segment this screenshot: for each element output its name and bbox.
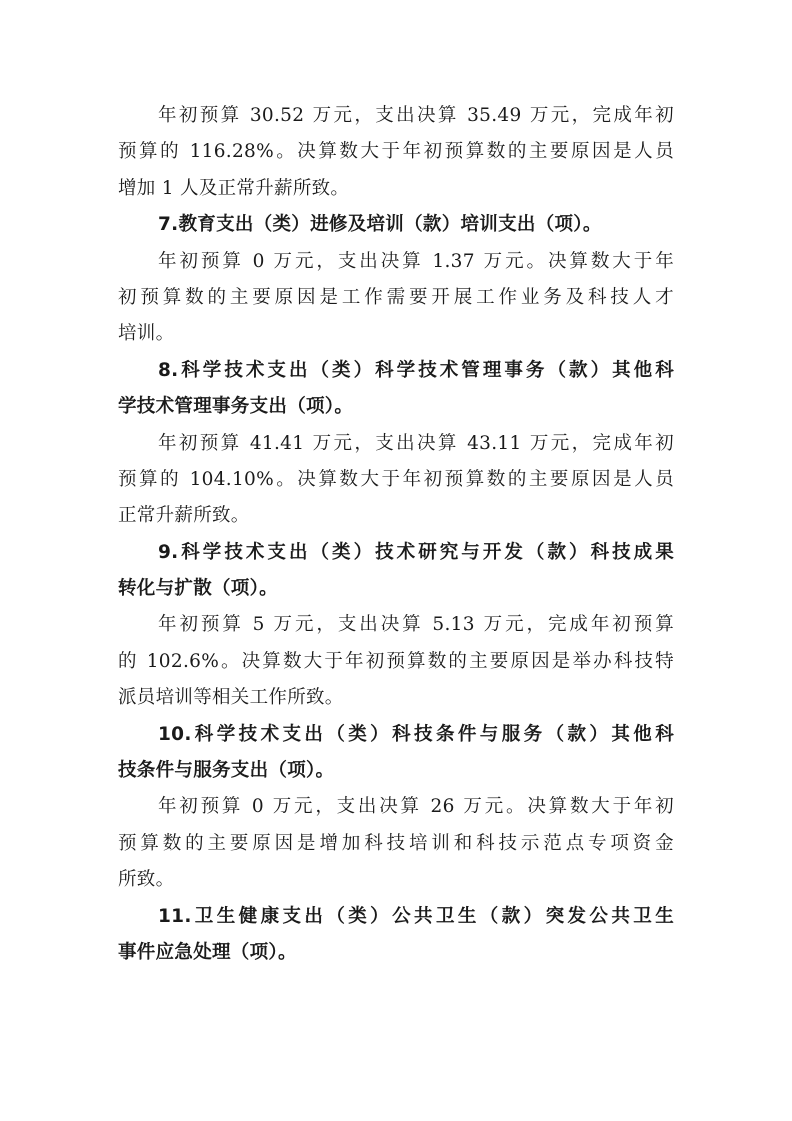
section-heading-line: 学技术管理事务支出（项）。 bbox=[118, 396, 354, 418]
paragraph-line: 预算的 116.28%。决算数大于年初预算数的主要原因是人员 bbox=[118, 141, 674, 163]
paragraph-line: 年初预算 0 万元，支出决算 26 万元。决算数大于年初 bbox=[158, 796, 674, 818]
paragraph-line: 年初预算 5 万元，支出决算 5.13 万元，完成年初预算 bbox=[158, 614, 674, 636]
paragraph-line: 年初预算 0 万元，支出决算 1.37 万元。决算数大于年 bbox=[158, 250, 674, 272]
document-body bbox=[118, 98, 674, 971]
paragraph-line: 初预算数的主要原因是工作需要开展工作业务及科技人才 bbox=[118, 286, 674, 308]
paragraph-line: 年初预算 30.52 万元，支出决算 35.49 万元，完成年初 bbox=[158, 105, 674, 126]
paragraph-line: 年初预算 41.41 万元，支出决算 43.11 万元，完成年初 bbox=[158, 432, 674, 454]
paragraph-line: 派员培训等相关工作所致。 bbox=[118, 687, 344, 709]
paragraph-line: 预算数的主要原因是增加科技培训和科技示范点专项资金 bbox=[118, 832, 674, 854]
section-heading-line: 事件应急处理（项）。 bbox=[118, 941, 297, 963]
section-heading-line: 9.科学技术支出（类）技术研究与开发（款）科技成果 bbox=[158, 541, 674, 563]
section-heading-line: 7.教育支出（类）进修及培训（款）培训支出（项）。 bbox=[158, 214, 602, 236]
section-heading-line: 转化与扩散（项）。 bbox=[118, 578, 278, 600]
paragraph-line: 培训。 bbox=[118, 323, 175, 345]
paragraph-line: 正常升薪所致。 bbox=[118, 505, 250, 527]
section-heading-line: 8.科学技术支出（类）科学技术管理事务（款）其他科 bbox=[158, 359, 674, 381]
section-heading-line: 11.卫生健康支出（类）公共卫生（款）突发公共卫生 bbox=[158, 905, 674, 927]
paragraph-line: 的 102.6%。决算数大于年初预算数的主要原因是举办科技特 bbox=[118, 650, 674, 672]
paragraph-line: 增加 1 人及正常升薪所致。 bbox=[118, 177, 350, 199]
section-heading-line: 技条件与服务支出（项）。 bbox=[118, 760, 335, 782]
paragraph-line: 所致。 bbox=[118, 869, 175, 891]
section-heading-line: 10.科学技术支出（类）科技条件与服务（款）其他科 bbox=[158, 723, 674, 745]
paragraph-line: 预算的 104.10%。决算数大于年初预算数的主要原因是人员 bbox=[118, 468, 674, 490]
